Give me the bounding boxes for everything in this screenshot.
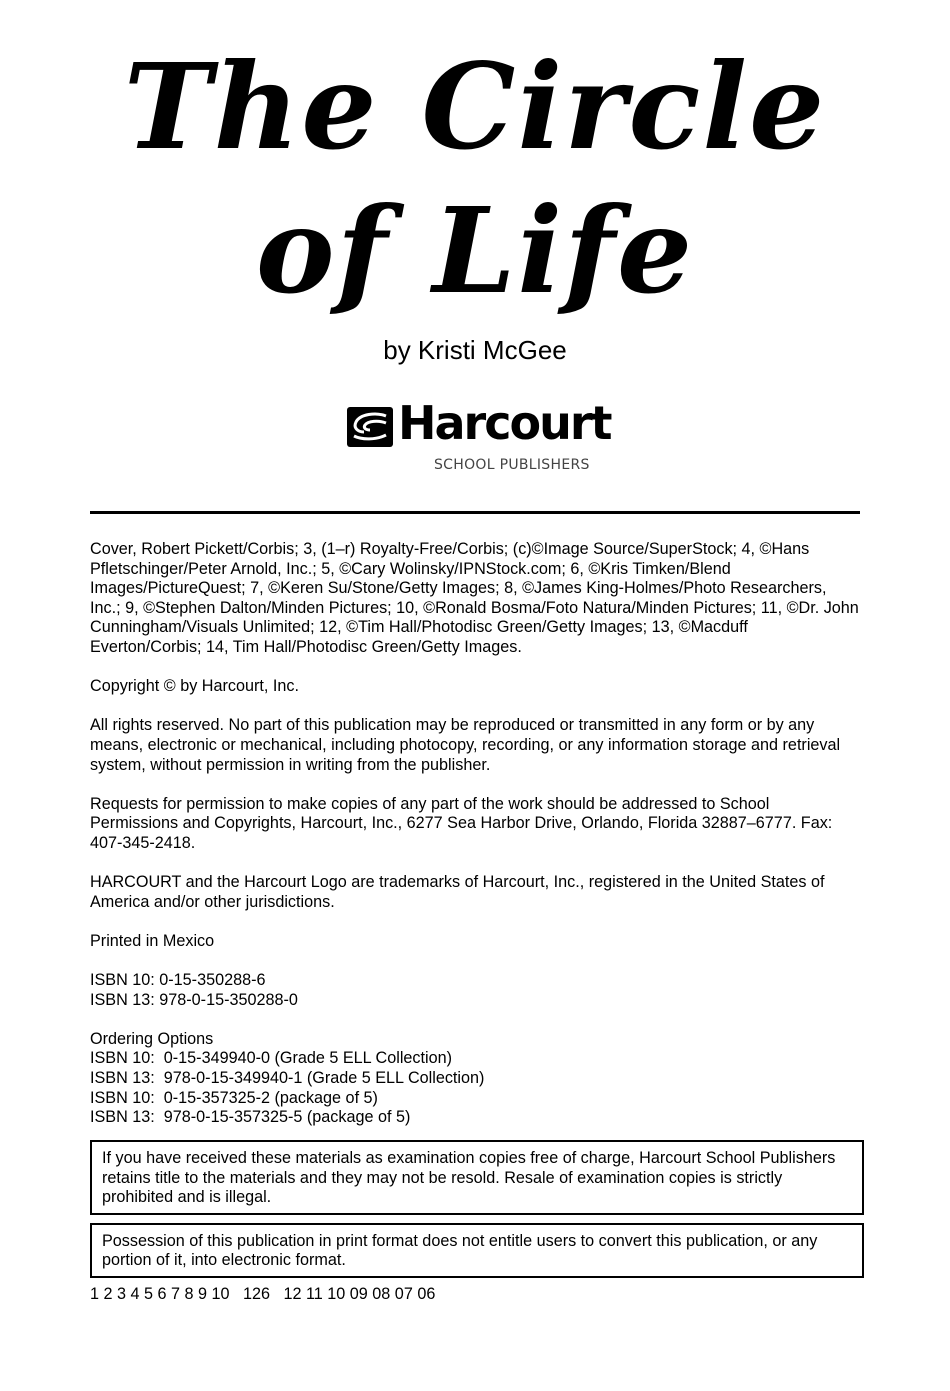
photo-credits: Cover, Robert Pickett/Corbis; 3, (1–r) Royalty-Free/Corbis; (c)©Image Source/SuperStock; 4, ©Hans Pfletschinger/Peter Arnold, Inc.; 5, ©Cary Wolinsky/IPNStock.com; 6, ©Kris Timken/Blend Images/PictureQuest; 7, ©Keren Su/Stone/Getty Images; 8, ©James King-Holmes/Photo Researchers, Inc.; 9, ©Stephen Dalton/Minden Pictures; 10, ©Ronald Bosma/Foto Natura/Minden Pictures; 11, ©Dr. John Cunningham/Visuals Unlimited; 12, ©Tim Hall/Photodisc Green/Getty Images; 13, ©Macduff Everton/Corbis; 14, Tim Hall/Photodisc Green/Getty Images.	[90, 540, 859, 656]
ordering-line: ISBN 13: 978-0-15-349940-1 (Grade 5 ELL Collection)	[90, 1069, 485, 1088]
ordering-line: ISBN 10: 0-15-349940-0 (Grade 5 ELL Collection)	[90, 1049, 453, 1068]
divider-rule	[90, 511, 860, 514]
electronic-format-notice: Possession of this publication in print format does not entitle users to convert this publication, or any portion of it, into electronic format.	[90, 1223, 864, 1278]
isbn-10: ISBN 10: 0-15-350288-6	[90, 971, 266, 990]
trademark-statement: HARCOURT and the Harcourt Logo are trademarks of Harcourt, Inc., registered in the United States of America and/or other jurisdictions.	[90, 873, 825, 911]
harcourt-logo-icon	[346, 406, 394, 448]
examination-copy-notice: If you have received these materials as examination copies free of charge, Harcourt School Publishers retains title to the materials and they may not be resold. Resale of examination copies is strictly prohibited and is illegal.	[90, 1140, 864, 1215]
ordering-line: ISBN 13: 978-0-15-357325-5 (package of 5)	[90, 1108, 411, 1127]
print-line: 1 2 3 4 5 6 7 8 9 10 126 12 11 10 09 08 07 06	[90, 1285, 436, 1303]
copyright-page-body	[90, 540, 860, 1128]
isbn-block	[90, 971, 860, 1010]
isbn-13: ISBN 13: 978-0-15-350288-0	[90, 990, 298, 1009]
rights-statement: All rights reserved. No part of this publication may be reproduced or transmitted in any form or by any means, electronic or mechanical, including photocopy, recording, or any information storage and retrieval system, without permission in writing from the publisher.	[90, 716, 841, 774]
publisher-logo	[346, 396, 611, 476]
permissions-statement: Requests for permission to make copies of any part of the work should be addressed to School Permissions and Copyrights, Harcourt, Inc., 6277 Sea Harbor Drive, Orlando, Florida 32887–6777. Fax: 407-345-2418.	[90, 794, 833, 852]
publisher-division: SCHOOL PUBLISHERS	[434, 457, 590, 473]
ordering-options	[90, 1030, 860, 1128]
title-line-1: The Circle	[123, 37, 827, 176]
notice-boxes	[90, 1134, 840, 1278]
printed-in: Printed in Mexico	[90, 931, 215, 950]
copyright-line: Copyright © by Harcourt, Inc.	[90, 677, 299, 696]
author-byline: by Kristi McGee	[383, 335, 567, 365]
title-line-2: of Life	[255, 181, 695, 320]
ordering-line: ISBN 10: 0-15-357325-2 (package of 5)	[90, 1088, 378, 1107]
ordering-heading: Ordering Options	[90, 1029, 214, 1048]
publisher-name: Harcourt	[398, 396, 611, 450]
